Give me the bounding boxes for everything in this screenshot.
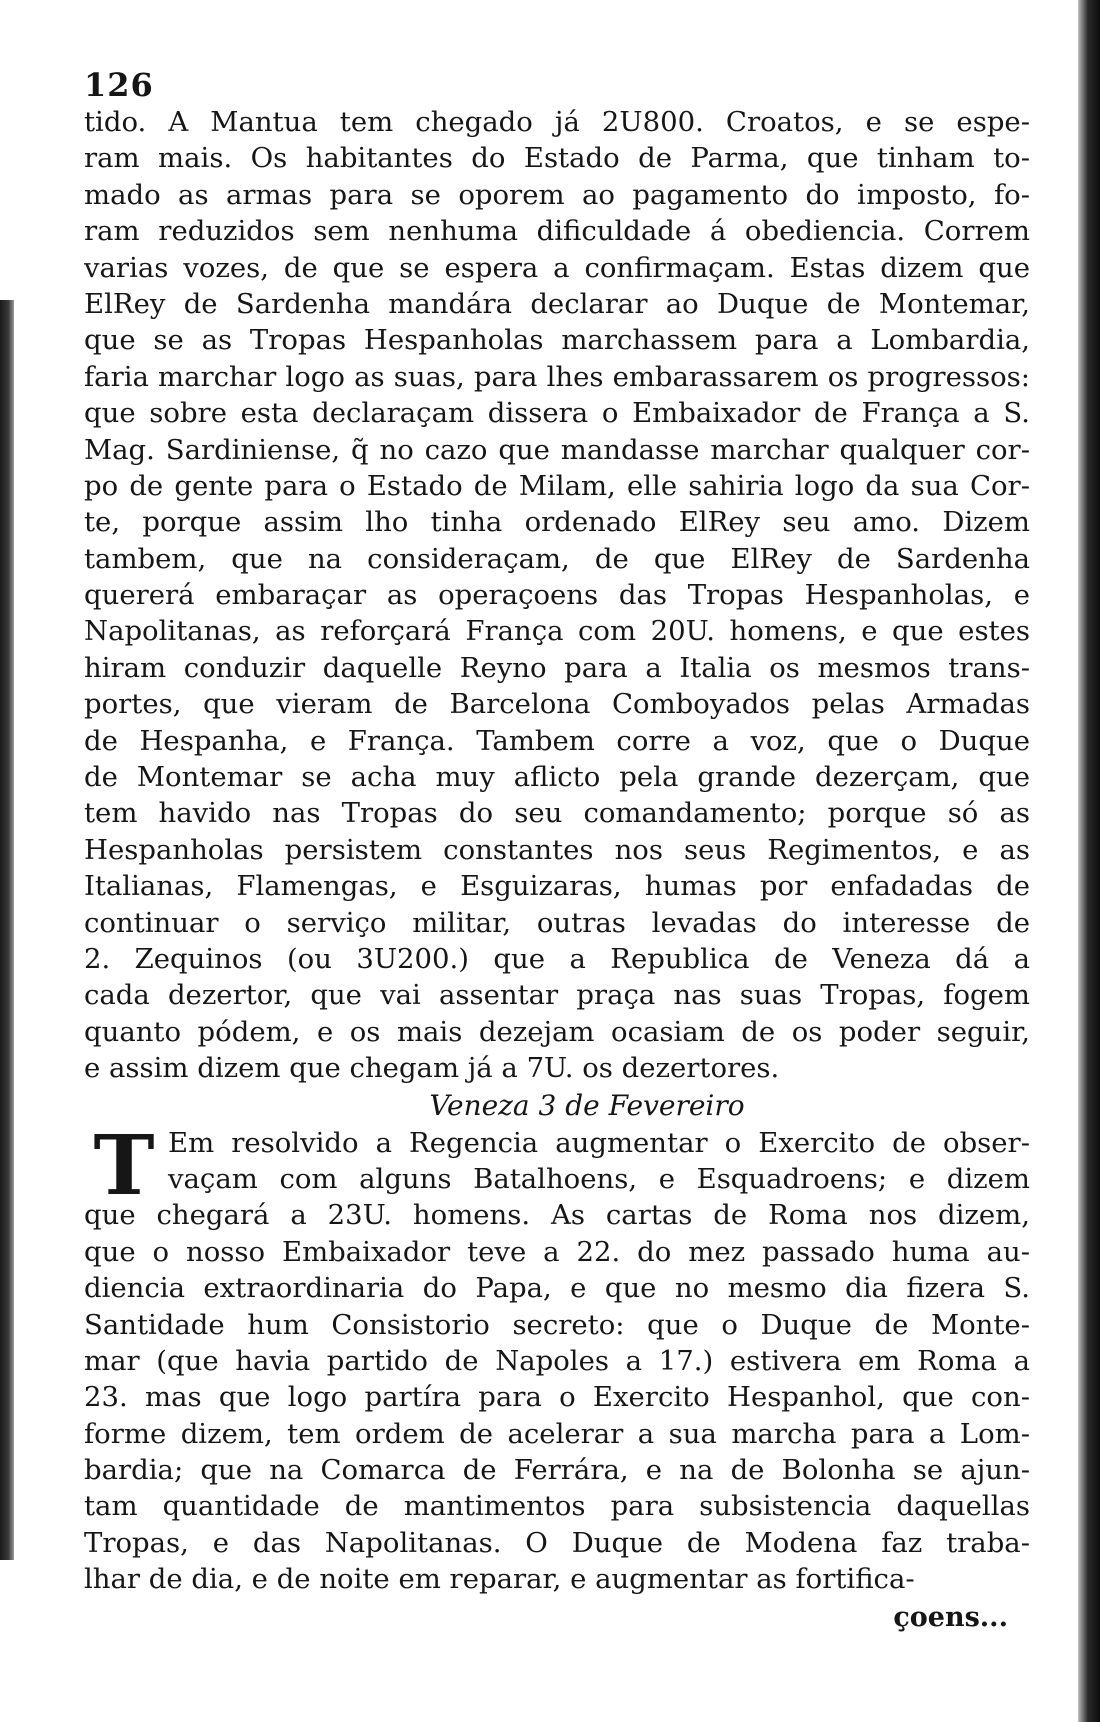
text-line: que se as Tropas Hespanholas marchassem para a Lombardia, xyxy=(84,324,1030,357)
page-number: 126 xyxy=(84,66,154,104)
text-line: e assim dizem que chegam já a 7U. os dezertores. xyxy=(84,1052,780,1085)
text-line: 2. Zequinos (ou 3U200.) que a Republica de Veneza dá a xyxy=(84,942,1030,975)
paragraph-1 xyxy=(84,104,1030,1087)
text-line: mar (que havia partido de Napoles a 17.) estivera em Roma a xyxy=(84,1344,1030,1377)
scan-edge-shadow-left xyxy=(0,300,14,1560)
text-line: lhar de dia, e de noite em reparar, e augmentar as fortifica- xyxy=(84,1563,915,1596)
text-line: diencia extraordinaria do Papa, e que no mesmo dia fizera S. xyxy=(84,1272,1030,1305)
text-line: te, porque assim lho tinha ordenado ElRey seu amo. Dizem xyxy=(84,506,1030,539)
text-line: cada dezertor, que vai assentar praça nas suas Tropas, fogem xyxy=(84,979,1030,1012)
text-line: que chegará a 23U. homens. As cartas de Roma nos dizem, xyxy=(84,1199,1030,1232)
text-line: vaçam com alguns Batalhoens, e Esquadroens; e dizem xyxy=(168,1162,1030,1195)
text-line: que o nosso Embaixador teve a 22. do mez passado huma au- xyxy=(84,1235,1030,1268)
text-line: Em resolvido a Regencia augmentar o Exercito de obser- xyxy=(168,1126,1030,1159)
text-line: quererá embaraçar as operaçoens das Tropas Hespanholas, e xyxy=(84,579,1030,612)
text-line: Italianas, Flamengas, e Esguizaras, humas por enfadadas de xyxy=(84,870,1030,903)
paragraph-2-lines xyxy=(84,1117,1030,1598)
text-line: tem havido nas Tropas do seu comandamento; porque só as xyxy=(84,797,1030,830)
text-line: ram mais. Os habitantes do Estado de Parma, que tinham to- xyxy=(84,142,1030,175)
text-line: tambem, que na consideraçam, de que ElRey de Sardenha xyxy=(84,542,1030,575)
text-line: hiram conduzir daquelle Reyno para a Italia os mesmos trans- xyxy=(84,651,1030,684)
text-line: tam quantidade de mantimentos para subsistencia daquellas xyxy=(84,1490,1030,1523)
text-line: de Hespanha, e França. Tambem corre a voz, que o Duque xyxy=(84,724,1030,757)
catchword: çoens... xyxy=(893,1601,1008,1633)
text-line: ram reduzidos sem nenhuma dificuldade á obediencia. Correm xyxy=(84,215,1030,248)
drop-cap: T xyxy=(93,1117,155,1214)
document-page xyxy=(84,66,1030,1638)
text-line: 23. mas que logo partíra para o Exercito Hespanhol, que con- xyxy=(84,1381,1030,1414)
text-line: quanto pódem, e os mais dezejam ocasiam de os poder seguir, xyxy=(84,1015,1030,1048)
text-line: bardia; que na Comarca de Ferrára, e na de Bolonha se ajun- xyxy=(84,1454,1030,1487)
text-line: ElRey de Sardenha mandára declarar ao Duque de Montemar, xyxy=(84,287,1030,320)
text-line: continuar o serviço militar, outras levadas do interesse de xyxy=(84,906,1030,939)
text-line: tido. A Mantua tem chegado já 2U800. Croatos, e se espe- xyxy=(84,106,1030,138)
text-line: Napolitanas, as reforçará França com 20U. homens, e que estes xyxy=(84,615,1030,648)
text-line: forme dizem, tem ordem de acelerar a sua marcha para a Lom- xyxy=(84,1417,1030,1450)
text-line: portes, que vieram de Barcelona Comboyados pelas Armadas xyxy=(84,688,1030,721)
text-line: faria marchar logo as suas, para lhes embarassarem os progressos: xyxy=(84,360,1030,393)
text-line: que sobre esta declaraçam dissera o Embaixador de França a S. xyxy=(84,397,1030,430)
text-line: varias vozes, de que se espera a confirmaçam. Estas dizem que xyxy=(84,251,1030,284)
paragraph-2 xyxy=(84,1117,1030,1598)
text-line: mado as armas para se oporem ao pagamento do imposto, fo- xyxy=(84,178,1030,211)
text-line: Tropas, e das Napolitanas. O Duque de Modena faz traba- xyxy=(84,1526,1030,1559)
text-line: Santidade hum Consistorio secreto: que o Duque de Monte- xyxy=(84,1308,1030,1341)
text-line: po de gente para o Estado de Milam, elle sahiria logo da sua Cor- xyxy=(84,469,1030,502)
scan-edge-shadow-right xyxy=(1078,0,1100,1722)
text-line: Mag. Sardiniense, q̃ no cazo que mandasse marchar qualquer cor- xyxy=(84,433,1030,466)
text-line: de Montemar se acha muy aflicto pela grande dezerçam, que xyxy=(84,761,1030,794)
dateline-heading: Veneza 3 de Fevereiro xyxy=(429,1088,745,1122)
text-line: Hespanholas persistem constantes nos seus Regimentos, e as xyxy=(84,833,1030,866)
